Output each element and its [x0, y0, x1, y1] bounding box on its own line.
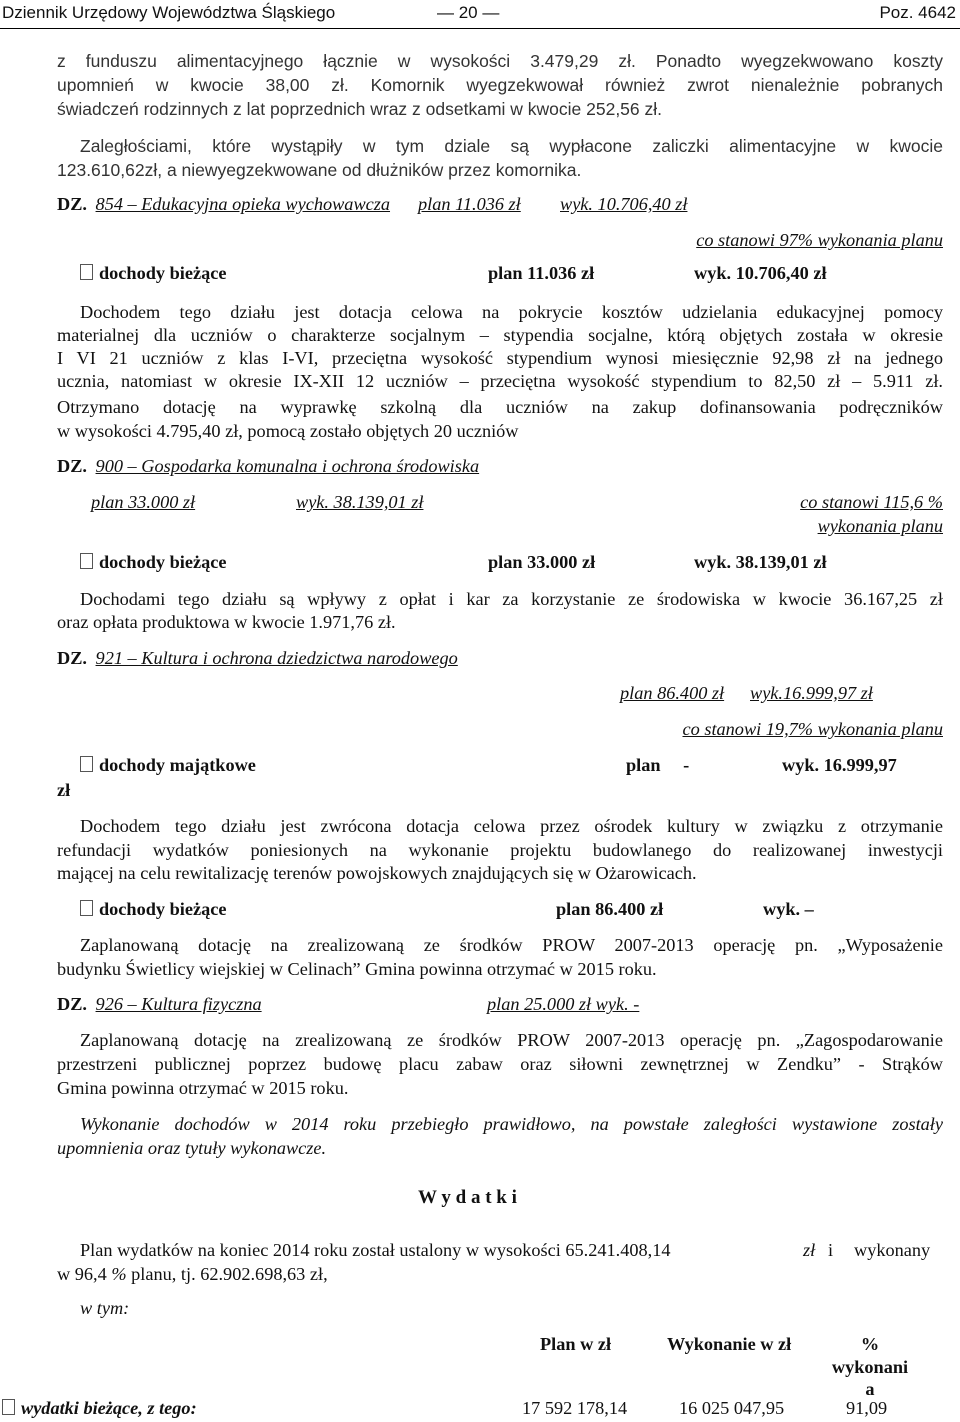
expenses-text: Plan wydatków na koniec 2014 roku został ustalony w wysokości 65.241.408,14 — [80, 1240, 671, 1260]
position-number: Poz. 4642 — [879, 3, 956, 22]
revenue-label: dochody majątkowe — [99, 755, 256, 775]
section-heading-854 — [57, 193, 390, 217]
section-prefix: DZ. — [57, 456, 87, 476]
text-line: ucznia, natomiast w okresie IX-XII 12 uczniów – przeciętna wysokość stypendium to 82,50 zł – 5.911 zł. — [57, 371, 943, 391]
percent-sign: % — [111, 1264, 127, 1284]
text-line: I VI 21 uczniów z klas I-VI, przeciętna wysokość stypendium wynosi miesięcznie 92,98 zł na jednego — [57, 348, 943, 368]
text-line: Gmina powinna otrzymać w 2015 roku. — [57, 1078, 349, 1098]
expenses-text — [57, 1263, 328, 1287]
row-label: wydatki bieżące, z tego: — [21, 1398, 197, 1418]
text-line: refundacji wydatków poniesionych na wykonanie projektu budowlanego do realizowanej inwestycji — [57, 840, 943, 860]
expenses-text: i — [828, 1240, 834, 1260]
text-line: przestrzeni publicznej poprzez budowę placu zabaw oraz siłowni zewnętrznej w Zendku” - Strąków — [57, 1054, 943, 1074]
revenue-label: dochody bieżące — [99, 263, 227, 283]
revenue-label: dochody bieżące — [99, 899, 227, 919]
journal-title: Dziennik Urzędowy Województwa Śląskiego — [2, 3, 336, 22]
revenue-execution: wyk. 38.139,01 zł — [694, 552, 827, 572]
section-title: 921 – Kultura i ochrona dziedzictwa narodowego — [95, 648, 458, 668]
column-header-percent: wykonani — [831, 1357, 909, 1377]
expenses-text: wykonany — [854, 1240, 931, 1260]
expenses-percent: w 96,4 — [57, 1264, 107, 1284]
section-percent: wykonania planu — [817, 516, 943, 536]
summary-line: upomnienia oraz tytuły wykonawcze. — [57, 1138, 327, 1158]
revenue-execution: wyk. 16.999,97 — [782, 755, 897, 775]
revenue-plan: plan 33.000 zł — [488, 552, 596, 572]
column-header-execution: Wykonanie w zł — [667, 1334, 792, 1354]
text-line: Zaplanowaną dotację na zrealizowaną ze środków PROW 2007-2013 operację pn. „Wyposażenie — [80, 935, 943, 955]
checkbox-icon — [2, 1399, 15, 1415]
text-line: Otrzymano dotację na wyprawkę szkolną dla uczniów na zakup dofinansowania podręczników — [57, 397, 943, 417]
column-header-percent: % — [860, 1334, 880, 1354]
text-line: budynku Świetlicy wiejskiej w Celinach” Gmina powinna otrzymać w 2015 roku. — [57, 959, 657, 979]
column-header-percent: a — [865, 1379, 875, 1399]
section-execution: wyk. 38.139,01 zł — [296, 492, 424, 512]
row-percent-value: 91,09 — [846, 1398, 888, 1418]
section-plan: plan 25.000 zł wyk. - — [487, 994, 640, 1014]
checkbox-icon — [80, 756, 93, 772]
section-prefix: DZ. — [57, 648, 87, 668]
text-line: materialnej dla uczniów o charakterze socjalnym – stypendia socjalne, którą objętych została w okresie — [57, 325, 943, 345]
checkbox-icon — [80, 264, 93, 280]
text-line: Dochodami tego działu są wpływy z opłat i kar za korzystanie ze środowiska w kwocie 36.167,25 zł — [80, 589, 943, 609]
column-header-plan: Plan w zł — [540, 1334, 612, 1354]
checkbox-icon — [80, 900, 93, 916]
text-line: Zaległościami, które wystąpiły w tym dziale są wypłacone zaliczki alimentacyjne w kwocie — [80, 136, 943, 156]
section-heading-921 — [57, 647, 458, 671]
text-line: Dochodem tego działu jest zwrócona dotacja celowa przez ośrodek kultury w związku z otrzymanie — [80, 816, 943, 836]
revenue-row — [80, 551, 226, 575]
section-percent: co stanowi 19,7% wykonania planu — [682, 719, 943, 739]
expenses-intro: w tym: — [80, 1298, 130, 1318]
expenses-text: zł — [803, 1240, 816, 1260]
revenue-plan: plan 86.400 zł — [556, 899, 664, 919]
revenue-label: dochody bieżące — [99, 552, 227, 572]
section-percent: co stanowi 97% wykonania planu — [696, 230, 943, 250]
text-line: Dochodem tego działu jest dotacja celowa na pokrycie kosztów udzielania edukacyjnej pomocy — [80, 302, 943, 322]
row-plan-value: 17 592 178,14 — [522, 1398, 628, 1418]
section-title: 854 – Edukacyjna opieka wychowawcza — [95, 194, 391, 214]
expenses-amount: planu, tj. 62.902.698,63 zł, — [131, 1264, 328, 1284]
text-line: z funduszu alimentacyjnego łącznie w wysokości 3.479,29 zł. Ponadto wyegzekwowano koszty — [57, 51, 943, 71]
section-heading-926 — [57, 993, 262, 1017]
revenue-row — [80, 262, 226, 286]
section-title: 926 – Kultura fizyczna — [95, 994, 262, 1014]
text-line: Zaplanowaną dotację na zrealizowaną ze środków PROW 2007-2013 operację pn. „Zagospodarowanie — [80, 1030, 943, 1050]
table-row — [2, 1397, 197, 1421]
section-title: 900 – Gospodarka komunalna i ochrona środowiska — [95, 456, 480, 476]
summary-line: Wykonanie dochodów w 2014 roku przebiegło prawidłowo, na powstałe zaległości wystawione zostały — [80, 1114, 943, 1134]
section-plan: plan 11.036 zł — [418, 194, 521, 214]
text-line: 123.610,62zł, a niewyegzekwowane od dłużników przez komornika. — [57, 160, 582, 180]
revenue-row — [80, 754, 256, 778]
text-line: upomnień w kwocie 38,00 zł. Komornik wyegzekwował również zwrot nienależnie pobranych — [57, 75, 943, 95]
section-execution: wyk.16.999,97 zł — [750, 683, 873, 703]
section-prefix: DZ. — [57, 194, 87, 214]
text-line: oraz opłata produktowa w kwocie 1.971,76 zł. — [57, 612, 396, 632]
checkbox-icon — [80, 553, 93, 569]
section-execution: wyk. 10.706,40 zł — [560, 194, 688, 214]
revenue-plan: plan - — [626, 755, 690, 775]
currency-unit: zł — [57, 780, 71, 800]
page-number: — 20 — — [437, 3, 500, 22]
section-plan: plan 33.000 zł — [91, 492, 196, 512]
revenue-row — [80, 898, 226, 922]
revenue-plan: plan 11.036 zł — [488, 263, 595, 283]
text-line: mającej na celu rewitalizację terenów powojskowych znajdujących się w Ożarowicach. — [57, 863, 697, 883]
page-header — [0, 0, 960, 29]
expenses-heading: W y d a t k i — [418, 1187, 517, 1208]
section-heading-900 — [57, 455, 479, 479]
revenue-execution: wyk. 10.706,40 zł — [694, 263, 827, 283]
text-line: świadczeń rodzinnych z lat poprzednich wraz z odsetkami w kwocie 252,56 zł. — [57, 99, 663, 119]
text-line: w wysokości 4.795,40 zł, pomocą zostało objętych 20 uczniów — [57, 421, 519, 441]
section-percent: co stanowi 115,6 % — [800, 492, 943, 512]
row-execution-value: 16 025 047,95 — [679, 1398, 785, 1418]
revenue-execution: wyk. – — [763, 899, 814, 919]
section-plan: plan 86.400 zł — [620, 683, 725, 703]
section-prefix: DZ. — [57, 994, 87, 1014]
